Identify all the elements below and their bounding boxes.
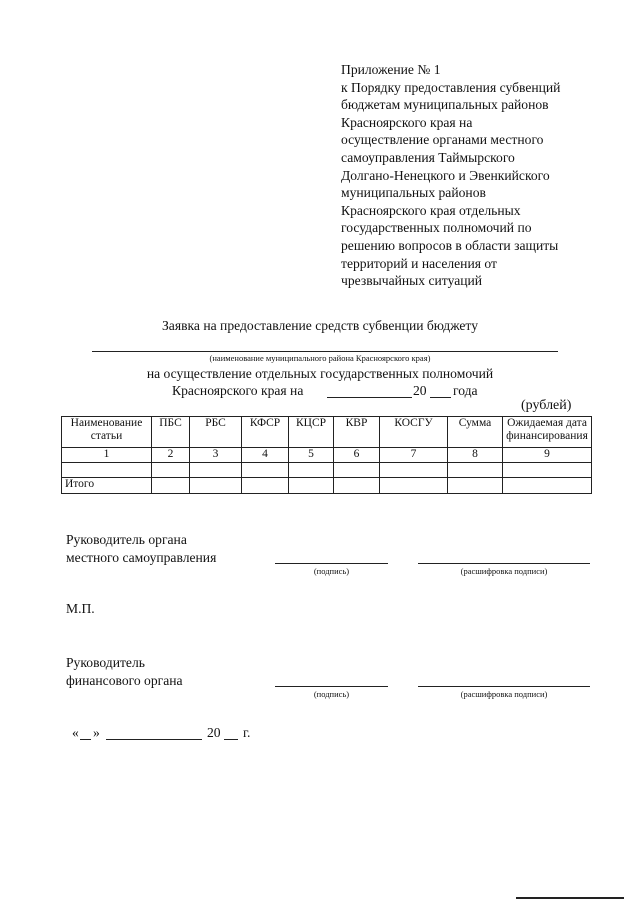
application-title: Заявка на предоставление средств субвенции бюджету	[162, 318, 478, 333]
signature-line[interactable]	[275, 686, 388, 687]
application-line-2: на осуществление отдельных государственных полномочий	[146, 366, 494, 381]
table-cell[interactable]	[62, 463, 152, 478]
table-cell[interactable]	[152, 463, 190, 478]
table-header-row	[62, 417, 592, 448]
footer-divider	[516, 897, 624, 899]
month-blank-line[interactable]	[106, 739, 202, 740]
head-finance-label-1: Руководитель	[66, 655, 145, 670]
header-cell: КЦСР	[289, 417, 334, 448]
appendix-line: муниципальных районов	[341, 185, 486, 201]
table-cell[interactable]	[334, 478, 380, 494]
appendix-block	[341, 61, 621, 290]
number-cell: 8	[448, 448, 503, 463]
head-local-label-2: местного самоуправления	[66, 550, 217, 565]
table-cell[interactable]	[289, 463, 334, 478]
table-cell[interactable]	[503, 463, 592, 478]
number-cell: 4	[242, 448, 289, 463]
number-cell: 2	[152, 448, 190, 463]
date-year-blank-line[interactable]	[224, 739, 238, 740]
head-local-label-1: Руководитель органа	[66, 532, 187, 547]
appendix-line: чрезвычайных ситуаций	[341, 273, 483, 289]
appendix-line: самоуправления Таймырского	[341, 149, 515, 165]
header-cell: КВР	[334, 417, 380, 448]
number-cell: 6	[334, 448, 380, 463]
table-cell[interactable]	[380, 478, 448, 494]
stamp-label: М.П.	[66, 601, 95, 616]
total-label: Итого	[62, 478, 152, 494]
date-year-prefix: 20	[207, 725, 221, 740]
appendix-line: решению вопросов в области защиты	[341, 237, 559, 253]
table-cell[interactable]	[503, 478, 592, 494]
header-cell: Ожидаемая дата финансирования	[503, 417, 592, 448]
decoding-line[interactable]	[418, 686, 590, 687]
table-cell[interactable]	[380, 463, 448, 478]
table-total-row	[62, 478, 592, 494]
table-cell[interactable]	[152, 478, 190, 494]
appendix-line: Долгано-Ненецкого и Эвенкийского	[341, 167, 550, 183]
table-cell[interactable]	[190, 463, 242, 478]
appendix-line: территорий и населения от	[341, 255, 497, 271]
table-cell[interactable]	[448, 463, 503, 478]
decoding-line[interactable]	[418, 563, 590, 564]
table-cell[interactable]	[289, 478, 334, 494]
date-open-quote: «	[72, 725, 79, 740]
header-cell: КФСР	[242, 417, 289, 448]
district-name-line[interactable]	[92, 351, 558, 352]
appendix-line: бюджетам муниципальных районов	[341, 97, 549, 113]
number-cell: 5	[289, 448, 334, 463]
number-cell: 7	[380, 448, 448, 463]
header-cell: Сумма	[448, 417, 503, 448]
appendix-line: государственных полномочий по	[341, 220, 532, 236]
number-cell: 3	[190, 448, 242, 463]
header-cell: КОСГУ	[380, 417, 448, 448]
table-row	[62, 463, 592, 478]
application-line-3-prefix: Красноярского края на	[172, 383, 304, 398]
decoding-caption: (расшифровка подписи)	[460, 689, 548, 699]
header-cell: РБС	[190, 417, 242, 448]
date-blank-line[interactable]	[327, 397, 412, 398]
year-prefix: 20	[413, 383, 427, 398]
table-cell[interactable]	[242, 478, 289, 494]
signature-caption: (подпись)	[313, 689, 350, 699]
subvention-table	[61, 416, 592, 494]
appendix-line: Красноярского края на	[341, 114, 473, 130]
unit-label: (рублей)	[521, 398, 572, 413]
appendix-line: Красноярского края отдельных	[341, 202, 521, 218]
header-cell: Наименование статьи	[62, 417, 152, 448]
decoding-caption: (расшифровка подписи)	[460, 566, 548, 576]
table-cell[interactable]	[190, 478, 242, 494]
day-blank-line[interactable]	[80, 739, 91, 740]
head-finance-label-2: финансового органа	[66, 673, 183, 688]
signature-line[interactable]	[275, 563, 388, 564]
year-suffix: года	[453, 383, 478, 398]
appendix-line: Приложение № 1	[341, 62, 441, 77]
table-cell[interactable]	[242, 463, 289, 478]
signature-caption: (подпись)	[313, 566, 350, 576]
appendix-line: осуществление органами местного	[341, 132, 544, 148]
district-caption: (наименование муниципального района Красноярского края)	[209, 353, 431, 363]
date-year-suffix: г.	[243, 725, 251, 740]
table-cell[interactable]	[334, 463, 380, 478]
table-cell[interactable]	[448, 478, 503, 494]
year-blank-line[interactable]	[430, 397, 451, 398]
header-cell: ПБС	[152, 417, 190, 448]
date-close-quote: »	[93, 725, 100, 740]
number-cell: 1	[62, 448, 152, 463]
number-cell: 9	[503, 448, 592, 463]
appendix-line: к Порядку предоставления субвенций	[341, 79, 561, 95]
table-number-row	[62, 448, 592, 463]
